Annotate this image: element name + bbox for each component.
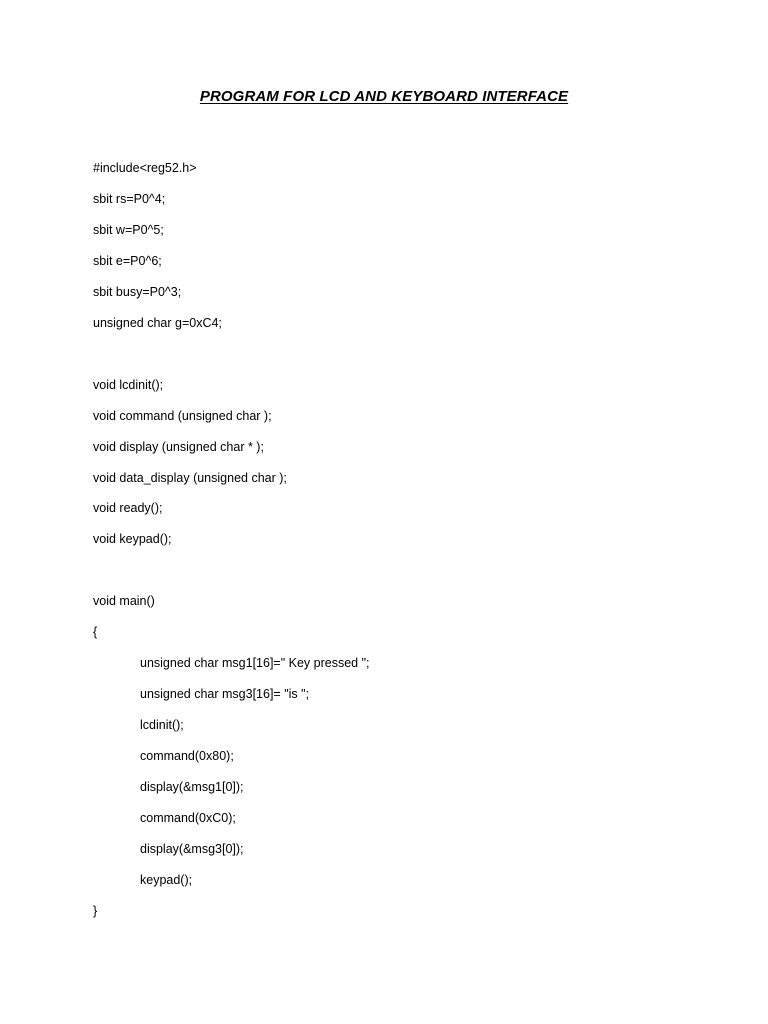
code-line: display(&msg1[0]); [140,780,244,794]
code-line: sbit rs=P0^4; [93,191,166,206]
code-line: #include<reg52.h> [93,161,197,175]
code-line: command(0x80); [140,749,234,763]
code-line: unsigned char g=0xC4; [93,315,222,330]
code-line: lcdinit(); [140,718,184,733]
code-line: sbit e=P0^6; [93,253,162,268]
code-line: sbit w=P0^5; [93,222,164,237]
code-line: } [93,903,98,918]
code-line: void lcdinit(); [93,377,164,392]
code-line: void keypad(); [93,532,172,547]
code-line: command(0xC0); [140,810,236,825]
code-line: void command (unsigned char ); [93,408,272,423]
code-line: void data_display (unsigned char ); [93,470,287,485]
code-line: void main() [93,594,155,609]
code-line: { [93,625,98,640]
code-line: keypad(); [140,872,193,887]
code-line: display(&msg3[0]); [140,841,244,856]
code-line: void display (unsigned char * ); [93,439,264,454]
code-line: unsigned char msg1[16]=" Key pressed "; [140,656,370,671]
code-line: void ready(); [93,501,163,516]
code-line: sbit busy=P0^3; [93,284,182,299]
code-line: unsigned char msg3[16]= "is "; [140,687,310,702]
document-title: PROGRAM FOR LCD AND KEYBOARD INTERFACE [199,88,569,105]
